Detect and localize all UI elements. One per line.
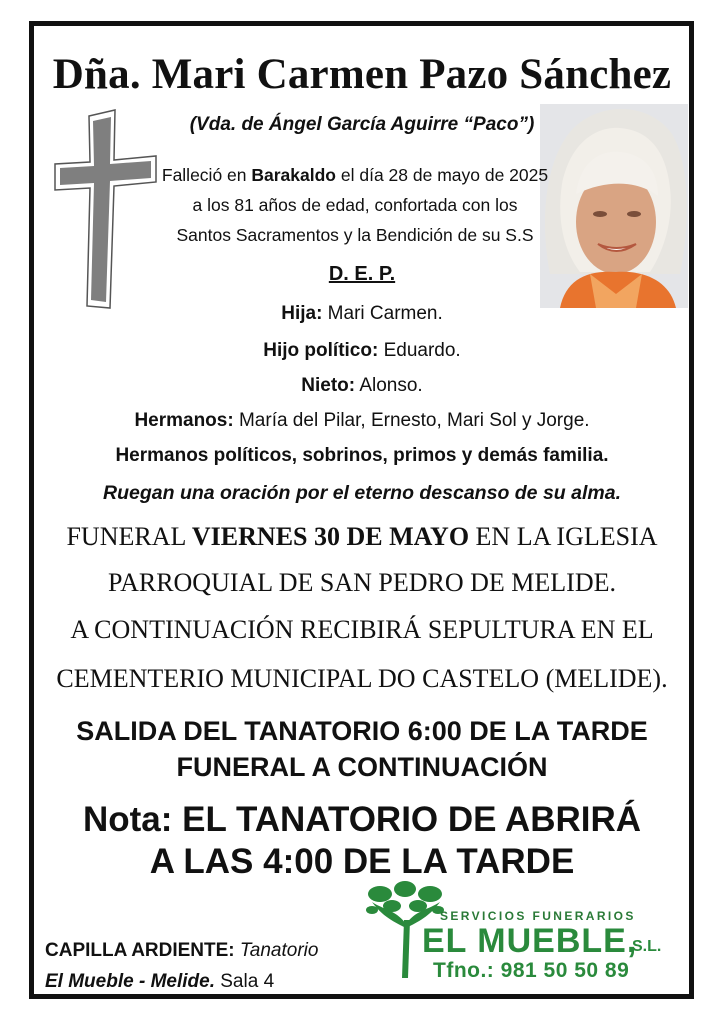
funeral-line-1	[0, 522, 724, 552]
death-details-line-3: Santos Sacramentos y la Bendición de su S.S	[176, 225, 534, 245]
chapel-line-1	[45, 935, 318, 966]
family-siblings	[0, 410, 724, 432]
death-date: el día 28 de mayo de 2025	[336, 165, 549, 185]
death-details-line-2: a los 81 años de edad, confortada con los	[192, 195, 518, 215]
family-label: Nieto:	[301, 375, 356, 396]
death-details-line-1	[160, 160, 550, 190]
deceased-name: Dña. Mari Carmen Pazo Sánchez	[52, 51, 672, 98]
funeral-line-3: A CONTINUACIÓN RECIBIRÁ SEPULTURA EN EL	[70, 615, 654, 644]
logo-name: EL MUEBLE,	[422, 922, 638, 960]
family-value: Alonso.	[355, 375, 423, 396]
departure-line-2: FUNERAL A CONTINUACIÓN	[176, 752, 548, 782]
chapel-room: Sala 4	[214, 971, 275, 992]
family-label: Hijo político:	[263, 340, 379, 361]
logo-phone: Tfno.: 981 50 50 89	[433, 959, 630, 982]
family-son-in-law	[0, 340, 724, 362]
note-line-2: A LAS 4:00 DE LA TARDE	[149, 842, 575, 881]
death-text: Falleció en	[161, 165, 252, 185]
departure-line-1: SALIDA DEL TANATORIO 6:00 DE LA TARDE	[76, 716, 648, 746]
family-label: Hija:	[281, 303, 323, 324]
chapel-info	[45, 935, 318, 997]
funeral-text: EN LA IGLESIA	[469, 522, 658, 551]
family-label: Hermanos:	[134, 410, 234, 431]
death-details	[160, 160, 550, 250]
prayer-request: Ruegan una oración por el eterno descanso de su alma.	[103, 482, 621, 504]
family-value: Mari Carmen.	[322, 303, 443, 324]
dep-heading: D. E. P.	[328, 263, 396, 285]
logo-suffix: S.L.	[632, 938, 662, 955]
note-line-1: Nota: EL TANATORIO DE ABRIRÁ	[82, 800, 642, 839]
chapel-venue: Tanatorio	[234, 940, 319, 961]
death-city: Barakaldo	[251, 165, 336, 185]
funeral-text: FUNERAL	[66, 522, 192, 551]
logo-subtitle: SERVICIOS FUNERARIOS	[440, 909, 636, 923]
widow-of-line: (Vda. de Ángel García Aguirre “Paco”)	[189, 114, 535, 135]
funeral-line-4: CEMENTERIO MUNICIPAL DO CASTELO (MELIDE).	[56, 664, 668, 693]
family-others: Hermanos políticos, sobrinos, primos y demás familia.	[115, 445, 609, 466]
funeral-line-2: PARROQUIAL DE SAN PEDRO DE MELIDE.	[108, 568, 616, 597]
family-value: Eduardo.	[378, 340, 461, 361]
family-daughter	[0, 303, 724, 325]
family-value: María del Pilar, Ernesto, Mari Sol y Jorge.	[233, 410, 590, 431]
chapel-label: CAPILLA ARDIENTE:	[45, 940, 235, 961]
funeral-date: VIERNES 30 DE MAYO	[191, 522, 470, 551]
chapel-line-2	[45, 966, 318, 997]
chapel-place: El Mueble - Melide.	[45, 971, 215, 992]
family-grandson	[0, 375, 724, 397]
